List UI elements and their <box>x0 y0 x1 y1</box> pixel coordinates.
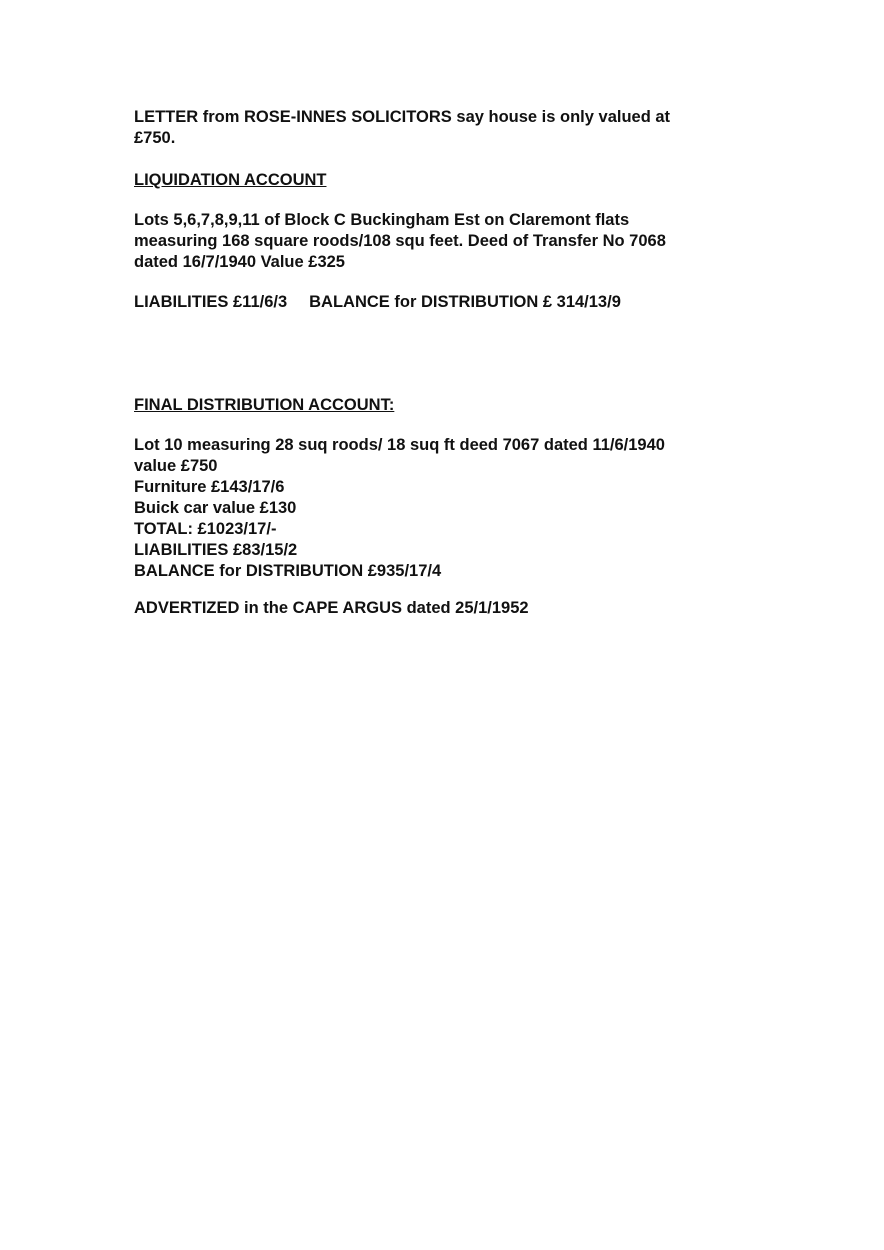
liquidation-totals-line <box>134 292 734 313</box>
final-line-2: value £750 <box>134 457 218 475</box>
letter-line-2: £750. <box>134 129 176 147</box>
final-line-5: TOTAL: £1023/17/- <box>134 520 277 538</box>
advert-note <box>134 598 734 619</box>
final-distribution-details <box>134 435 734 582</box>
liquidation-line-1: Lots 5,6,7,8,9,11 of Block C Buckingham Est on Claremont flats <box>134 211 630 229</box>
liquidation-totals <box>134 292 734 313</box>
advert-line: ADVERTIZED in the CAPE ARGUS dated 25/1/1952 <box>134 599 529 617</box>
liquidation-line-3: dated 16/7/1940 Value £325 <box>134 253 345 271</box>
liquidation-details <box>134 210 734 273</box>
liquidation-balance: BALANCE for DISTRIBUTION £ 314/13/9 <box>309 293 621 311</box>
letter-line-1: LETTER from ROSE-INNES SOLICITORS say house is only valued at <box>134 108 671 126</box>
liquidation-liabilities: LIABILITIES £11/6/3 <box>134 293 288 311</box>
final-line-7: BALANCE for DISTRIBUTION £935/17/4 <box>134 562 442 580</box>
letter-note <box>134 107 734 149</box>
final-line-1: Lot 10 measuring 28 suq roods/ 18 suq ft deed 7067 dated 11/6/1940 <box>134 436 665 454</box>
liquidation-heading: LIQUIDATION ACCOUNT <box>134 171 327 189</box>
final-line-4: Buick car value £130 <box>134 499 297 517</box>
liquidation-line-2: measuring 168 square roods/108 squ feet. Deed of Transfer No 7068 <box>134 232 666 250</box>
final-line-3: Furniture £143/17/6 <box>134 478 285 496</box>
liquidation-heading-block <box>134 170 734 191</box>
final-distribution-heading-block <box>134 395 734 416</box>
final-distribution-heading: FINAL DISTRIBUTION ACCOUNT: <box>134 396 395 414</box>
final-line-6: LIABILITIES £83/15/2 <box>134 541 298 559</box>
